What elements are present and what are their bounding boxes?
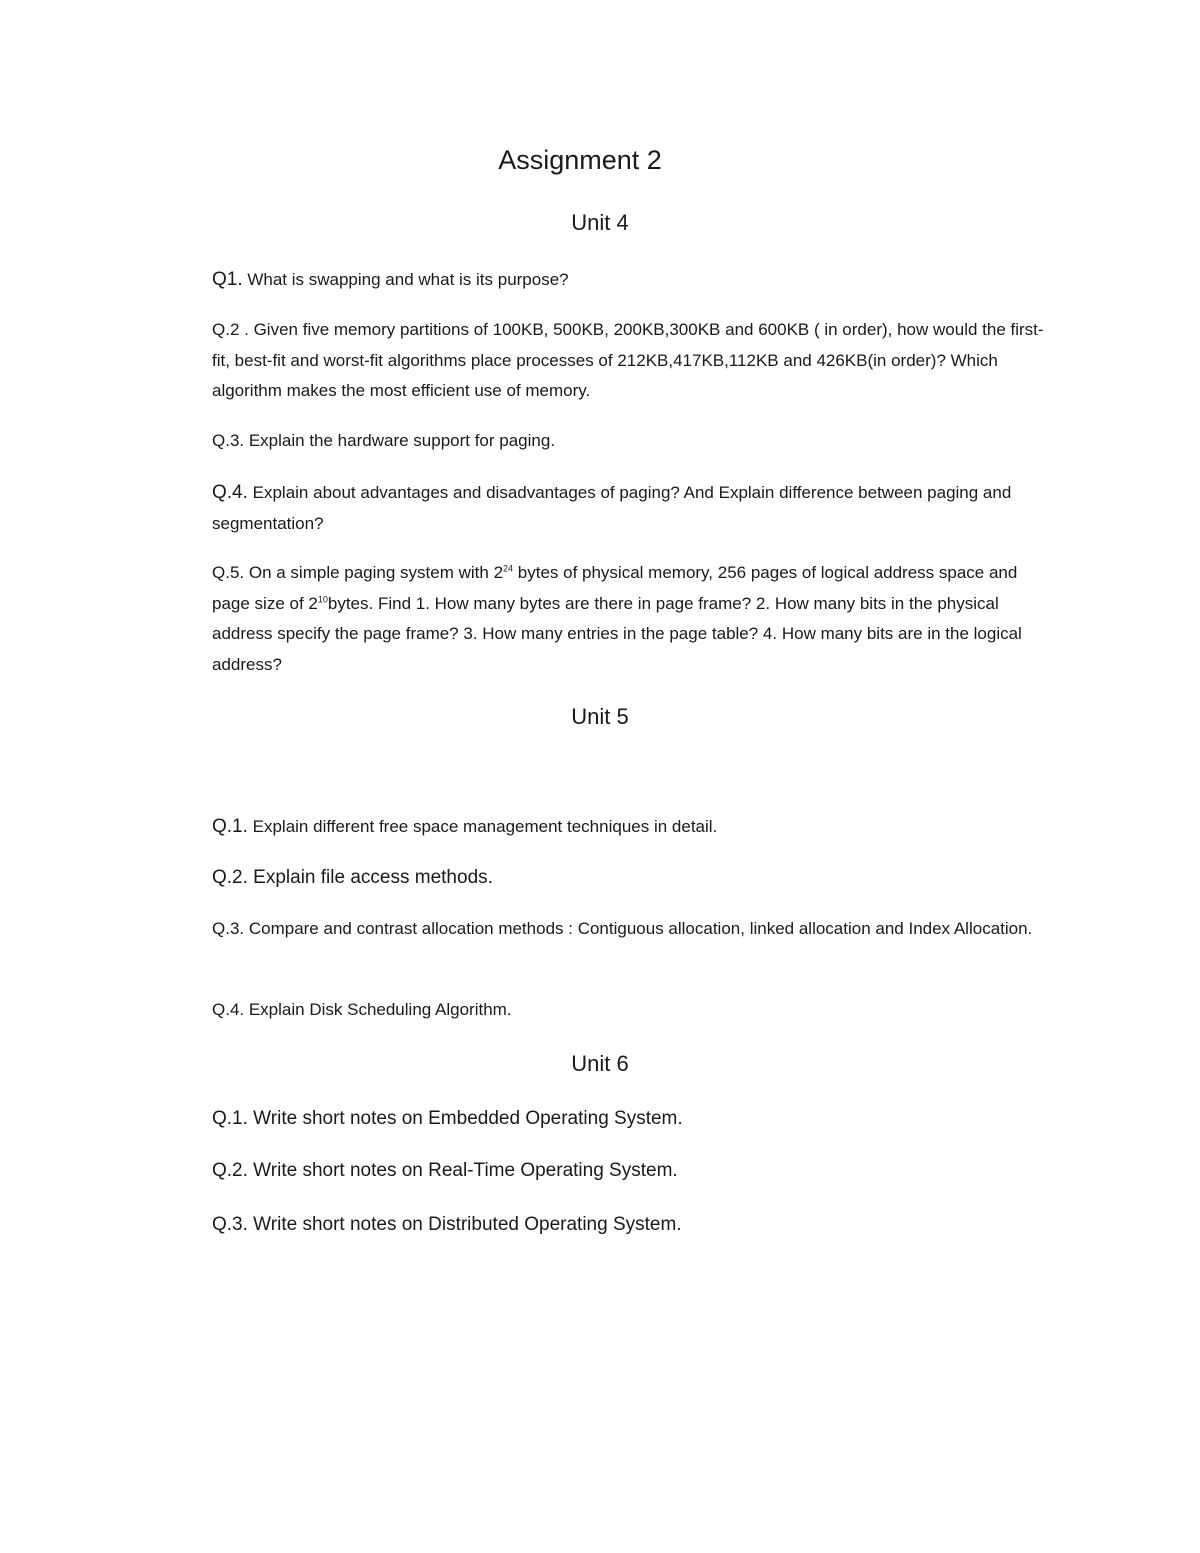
exponent-24: 24	[503, 563, 514, 574]
question-text: Explain Disk Scheduling Algorithm.	[244, 1000, 512, 1019]
question-text: Compare and contrast allocation methods : Contiguous allocation, linked allocation and Index Allocation.	[244, 919, 1033, 938]
question-text: Given five memory partitions of 100KB, 500KB, 200KB,300KB and 600KB ( in order), how would the first-fit, best-fit and worst-fit algorithms place processes of 212KB,417KB,112KB and 426KB(in order)? Which algorithm makes the most efficient use of memory.	[212, 320, 1044, 400]
question-text-part-c: bytes. Find 1. How many bytes are there in page frame? 2. How many bits in the physical address specify the page frame? 3. How many entries in the page table? 4. How many bits are in the logical address?	[212, 593, 1022, 674]
question-number: Q.5.	[212, 563, 245, 582]
question-number: Q.2.	[212, 1160, 248, 1181]
document-title: Assignment 2	[498, 145, 662, 175]
question-number: Q.4.	[212, 482, 248, 503]
unit-6-question-2	[212, 1156, 1052, 1186]
unit-4-question-3	[212, 426, 1052, 457]
question-number: Q.2 .	[212, 320, 249, 339]
unit-6-heading: Unit 6	[571, 1051, 629, 1076]
question-text: Write short notes on Real-Time Operating System.	[247, 1160, 678, 1181]
question-number: Q.4.	[212, 1000, 245, 1019]
question-text-part-b: bytes of physical memory, 256 pages of logical address space and page size of 2	[212, 563, 1018, 613]
unit-5-question-1	[212, 812, 1052, 843]
unit-5-question-2	[212, 863, 1052, 893]
unit-4-question-5	[212, 558, 1052, 680]
question-text-part-a: On a simple paging system with 2	[244, 563, 504, 582]
question-number: Q.3.	[212, 431, 245, 450]
unit-4-question-2	[212, 315, 1052, 407]
question-text: Write short notes on Embedded Operating System.	[247, 1108, 683, 1129]
question-text: Explain about advantages and disadvantages of paging? And Explain difference between paging and segmentation?	[212, 483, 1012, 533]
question-text: What is swapping and what is its purpose?	[242, 270, 569, 289]
question-text: Write short notes on Distributed Operating System.	[247, 1214, 682, 1235]
question-text: Explain file access methods.	[247, 867, 493, 888]
question-text: Explain the hardware support for paging.	[244, 431, 556, 450]
question-text: Explain different free space management techniques in detail.	[247, 817, 718, 836]
unit-5-heading: Unit 5	[571, 704, 629, 729]
unit-4-question-4	[212, 478, 1052, 539]
unit-4-question-1	[212, 265, 1052, 296]
question-number: Q.1.	[212, 816, 248, 837]
question-number: Q.1.	[212, 1108, 248, 1129]
question-number: Q.2.	[212, 867, 248, 888]
question-number: Q.3.	[212, 1214, 248, 1235]
question-number: Q.3.	[212, 919, 245, 938]
question-number: Q1.	[212, 269, 243, 290]
unit-5-question-4	[212, 995, 1052, 1026]
exponent-10: 10	[317, 593, 328, 604]
unit-5-question-3	[212, 914, 1052, 945]
unit-6-question-3	[212, 1210, 1052, 1240]
unit-4-heading: Unit 4	[571, 210, 629, 235]
unit-6-question-1	[212, 1104, 1052, 1134]
